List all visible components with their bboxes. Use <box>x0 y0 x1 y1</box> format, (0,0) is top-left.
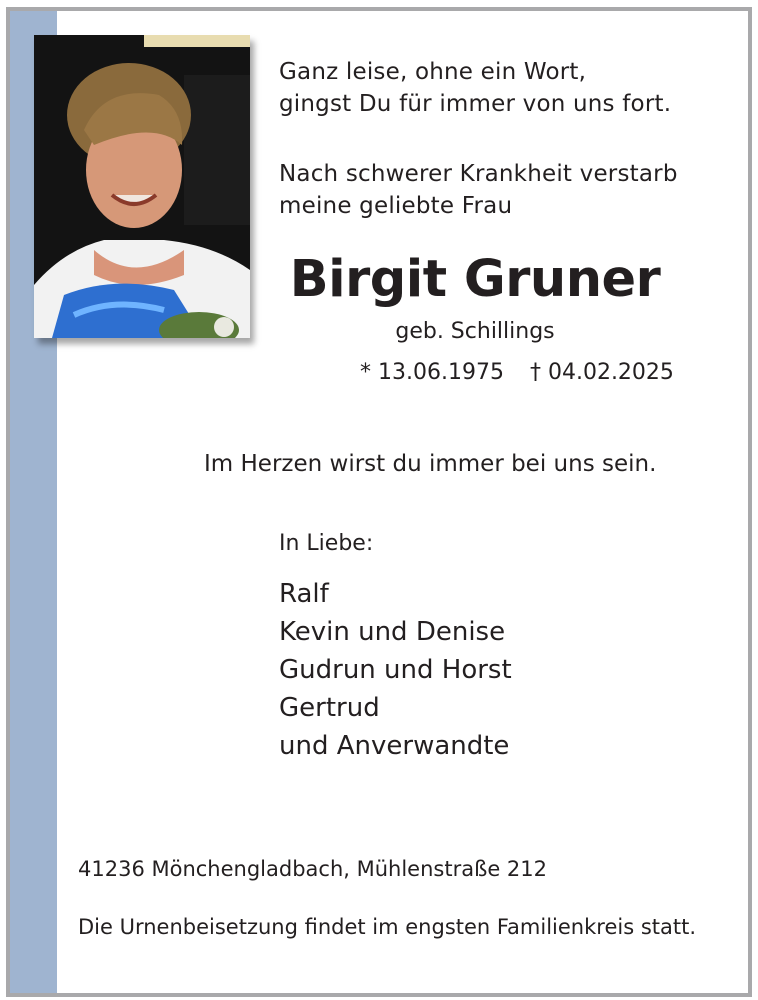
birth-date: * 13.06.1975 <box>360 360 504 385</box>
mourner-name: Kevin und Denise <box>279 617 506 647</box>
announcement <box>279 158 678 222</box>
burial-note: Die Urnenbeisetzung findet im engsten Familienkreis statt. <box>78 915 697 939</box>
mourner-name: und Anverwandte <box>279 731 510 761</box>
mourners-list <box>279 575 512 765</box>
portrait-photo <box>34 35 250 338</box>
mourner-name: Gertrud <box>279 693 380 723</box>
verse-line: Ganz leise, ohne ein Wort, <box>279 59 587 85</box>
verse-line: gingst Du für immer von uns fort. <box>279 91 672 117</box>
mourners-heading: In Liebe: <box>279 531 374 556</box>
announcement-line: meine geliebte Frau <box>279 193 513 219</box>
death-date: † 04.02.2025 <box>529 360 674 385</box>
deceased-name: Birgit Gruner <box>289 250 661 309</box>
announcement-line: Nach schwerer Krankheit verstarb <box>279 161 678 187</box>
maiden-name: geb. Schillings <box>395 319 555 344</box>
portrait-illustration <box>34 35 250 338</box>
motto: Im Herzen wirst du immer bei uns sein. <box>204 451 657 477</box>
mourner-name: Gudrun und Horst <box>279 655 512 685</box>
verse <box>279 56 671 120</box>
address: 41236 Mönchengladbach, Mühlenstraße 212 <box>78 857 547 881</box>
mourner-name: Ralf <box>279 579 329 609</box>
obituary-frame <box>6 7 752 997</box>
life-dates <box>360 357 700 389</box>
